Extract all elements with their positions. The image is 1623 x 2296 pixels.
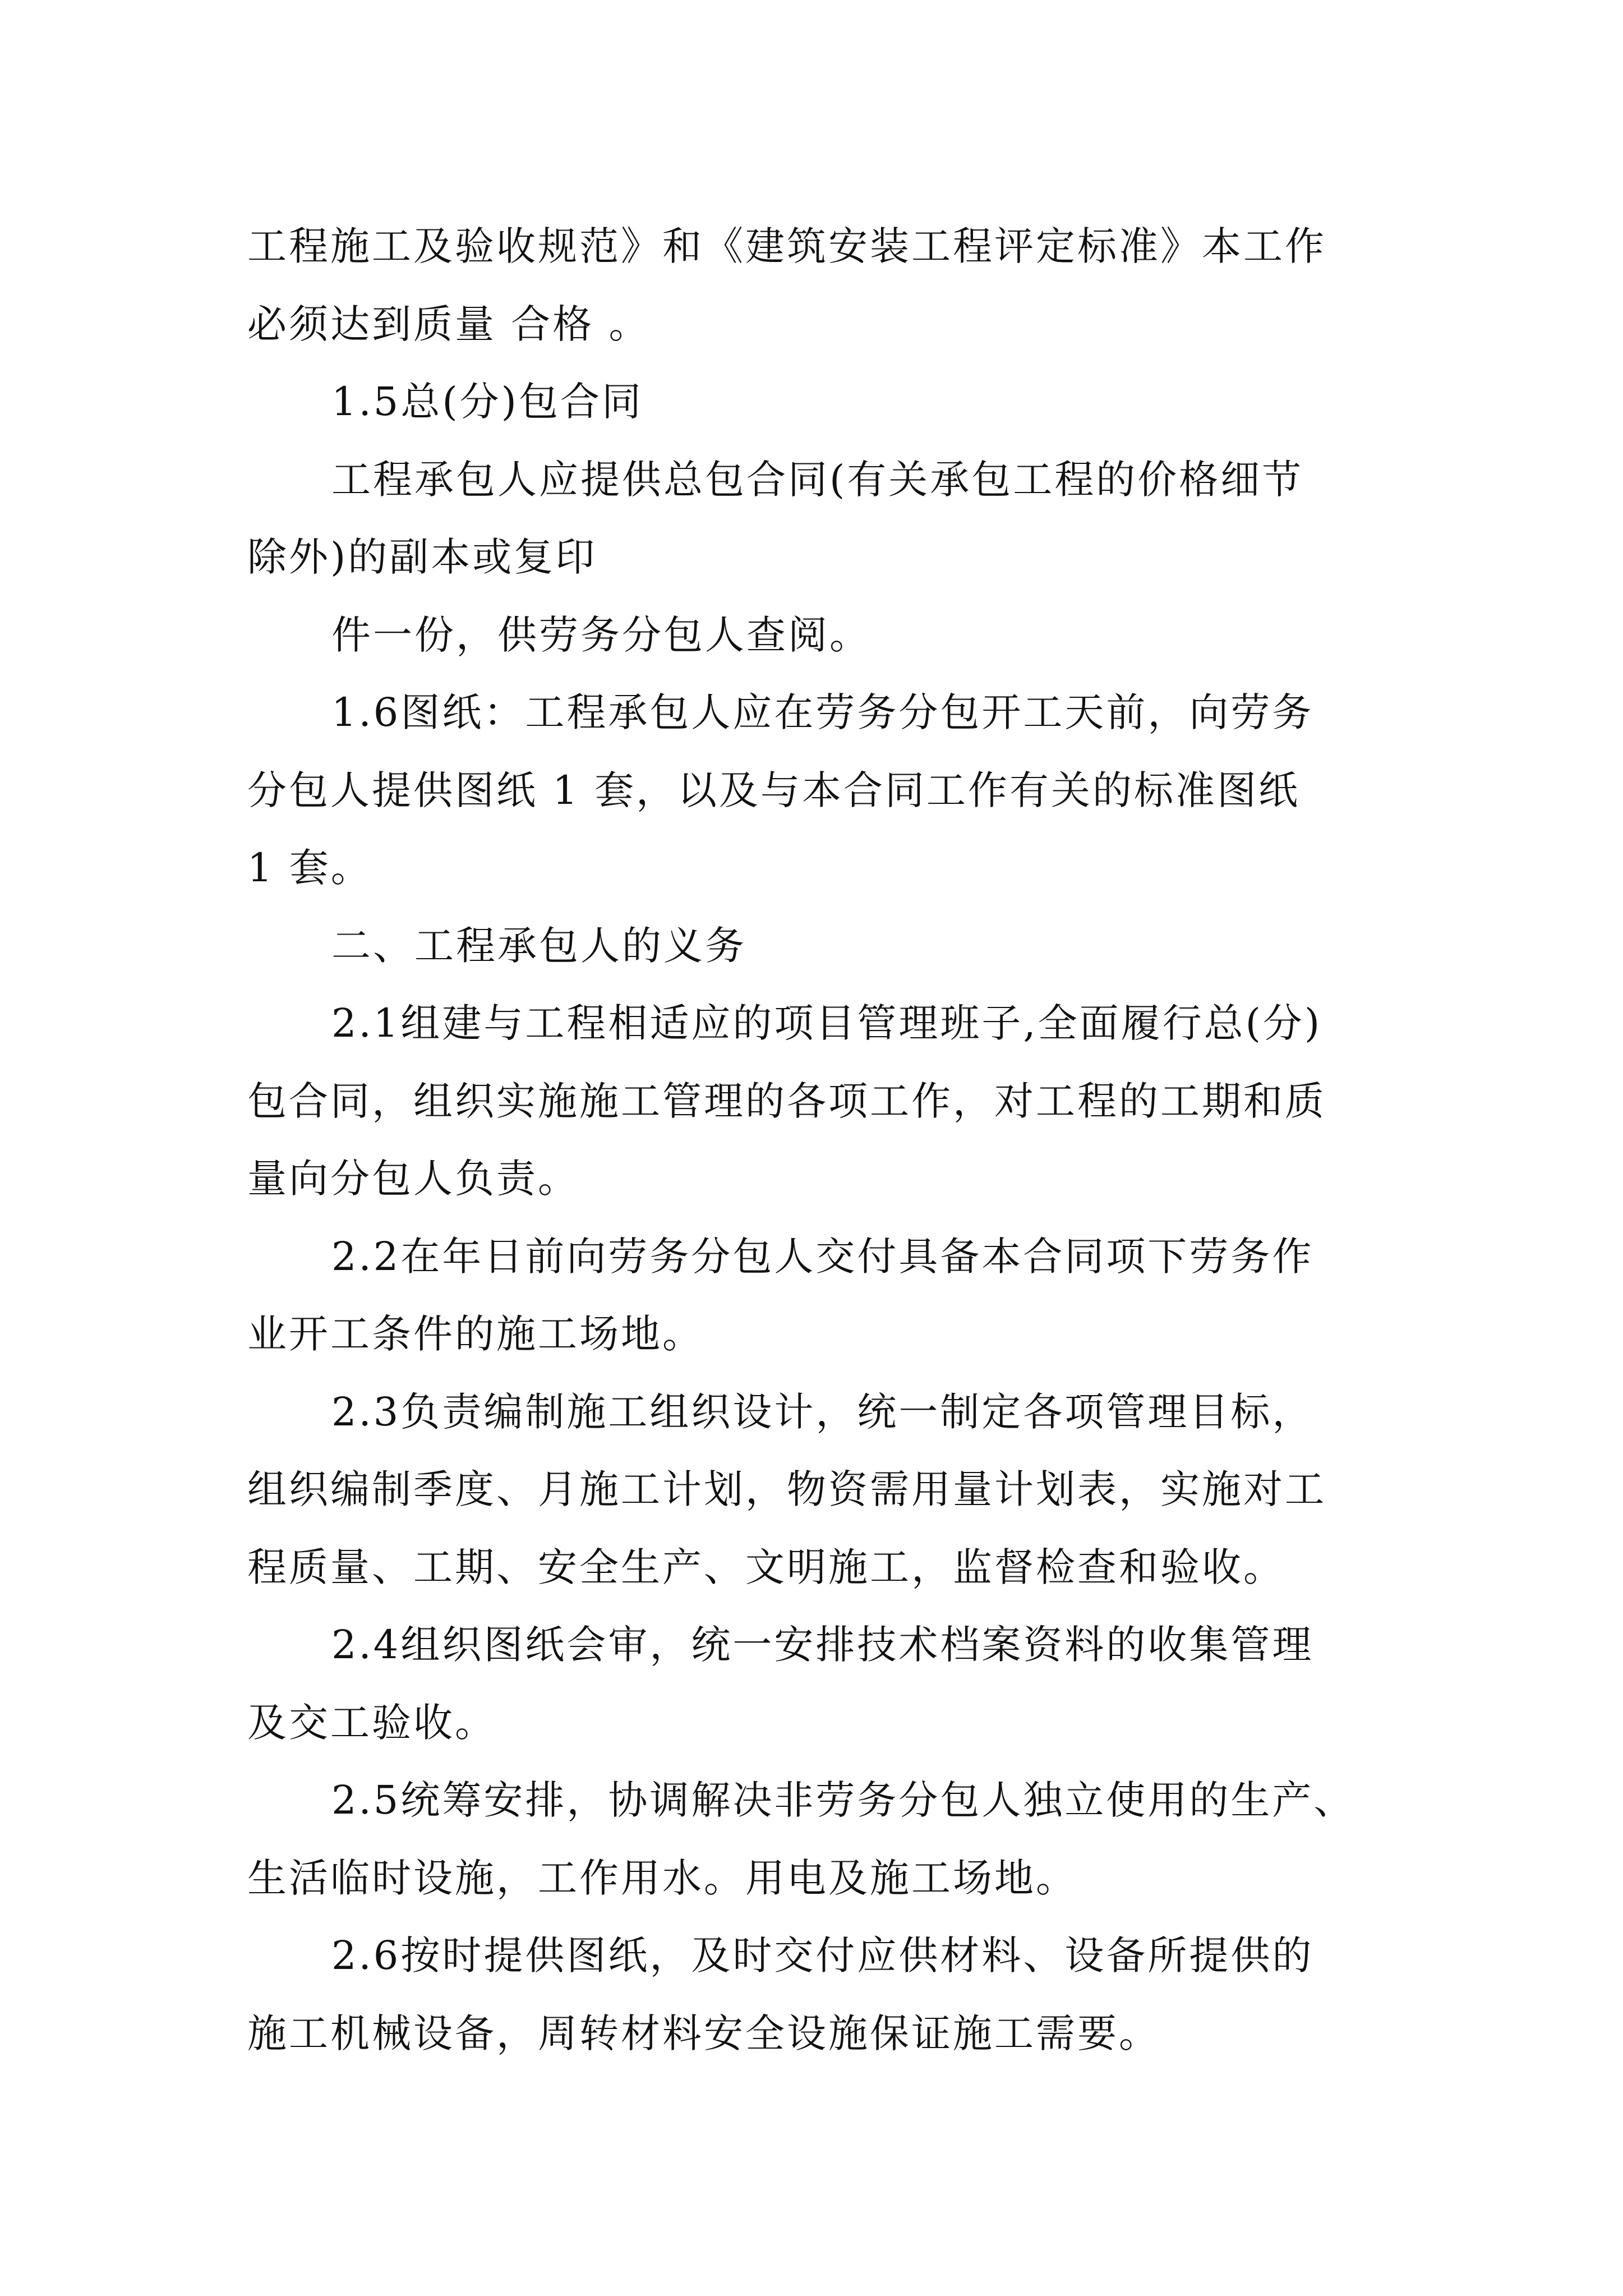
text-line: 包合同，组织实施施工管理的各项工作，对工程的工期和质 bbox=[247, 1078, 1326, 1124]
text-line: 1 套。 bbox=[247, 845, 372, 891]
text-line: 及交工验收。 bbox=[247, 1699, 496, 1746]
text-line: 2.1组建与工程相适应的项目管理班子,全面履行总(分) bbox=[331, 1000, 1322, 1046]
text-line: 2.3负责编制施工组织设计，统一制定各项管理目标， bbox=[331, 1388, 1314, 1435]
text-line: 工程施工及验收规范》和《建筑安装工程评定标准》本工作 bbox=[247, 223, 1326, 269]
text-line: 生活临时设施，工作用水。用电及施工场地。 bbox=[247, 1855, 1077, 1901]
text-line: 分包人提供图纸 1 套，以及与本合同工作有关的标准图纸 bbox=[247, 767, 1301, 813]
text-line: 施工机械设备，周转材料安全设施保证施工需要。 bbox=[247, 2010, 1160, 2056]
document-body bbox=[247, 208, 1397, 2072]
text-line: 1.5总(分)包合同 bbox=[331, 379, 643, 425]
text-line: 2.6按时提供图纸，及时交付应供材料、设备所提供的 bbox=[331, 1932, 1314, 1978]
text-line: 1.6图纸：工程承包人应在劳务分包开工天前，向劳务 bbox=[331, 689, 1314, 735]
text-line: 必须达到质量 合格 。 bbox=[247, 301, 651, 347]
text-line: 2.2在年日前向劳务分包人交付具备本合同项下劳务作 bbox=[331, 1233, 1314, 1280]
text-line: 量向分包人负责。 bbox=[247, 1156, 579, 1202]
text-line: 程质量、工期、安全生产、文明施工，监督检查和验收。 bbox=[247, 1544, 1285, 1590]
text-line: 二、工程承包人的义务 bbox=[331, 922, 746, 969]
text-line: 2.4组织图纸会审，统一安排技术档案资料的收集管理 bbox=[331, 1622, 1314, 1668]
text-line: 2.5统筹安排，协调解决非劳务分包人独立使用的生产、 bbox=[331, 1777, 1355, 1823]
text-line: 除外)的副本或复印 bbox=[247, 534, 597, 580]
text-line: 组织编制季度、月施工计划，物资需用量计划表，实施对工 bbox=[247, 1466, 1326, 1512]
text-line: 工程承包人应提供总包合同(有关承包工程的价格细节 bbox=[331, 456, 1304, 503]
text-line: 业开工条件的施工场地。 bbox=[247, 1311, 704, 1357]
text-line: 件一份，供劳务分包人查阅。 bbox=[331, 611, 871, 658]
